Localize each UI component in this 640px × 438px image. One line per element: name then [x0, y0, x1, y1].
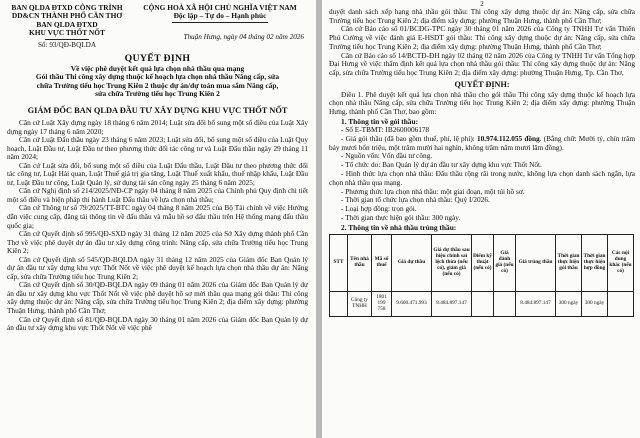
legal-basis-paragraph: Căn cứ Luật Đấu thầu ngày 23 tháng 6 năm 2023; Luật sửa đổi, bổ sung một số điều của Luật Quy hoạch, Luật Đầu tư, Luật Đầu tư theo phương thức đối tác công tư và Luật Đấu thầu ngày 29 tháng 11 năm 2024; [7, 135, 308, 162]
agency-line-4: KHU VỰC THỐT NỐT [29, 28, 105, 38]
table-cell: 300 ngày [582, 291, 608, 316]
tender-notice-number: - Số E-TBMT: IB2600006178 [341, 125, 430, 135]
contract-type: - Loại hợp đồng: trọn gói. [341, 204, 417, 214]
legal-bases [7, 119, 308, 333]
legal-basis-paragraph: Căn cứ Nghị định số 214/2025/NĐ-CP ngày 04 tháng 8 năm 2025 của Chính phủ Quy định chi tiết một số điều và biện pháp thi hành Luật Đấu thầu về lựa chọn nhà thầu; [7, 186, 308, 204]
agency-underline [45, 39, 89, 40]
national-title [132, 4, 308, 50]
col-header: Giá dự thầu [392, 234, 432, 291]
table-cell: 300 ngày [556, 291, 582, 316]
col-header: Giá dự thầu sau hiệu chỉnh sai lệch thừa (nếu có), giảm giá (nếu có) [432, 234, 472, 291]
package-price-value: 10.974.112.055 đồng [476, 133, 540, 143]
selection-form: - Hình thức lựa chọn nhà thầu: Đấu thầu rộng rãi trong nước, không lựa chọn danh sách ngắn, lựa chọn nhà thầu qua mạng. [329, 169, 635, 187]
package-price [329, 135, 635, 153]
legal-basis-continued: duyệt danh sách xếp hạng nhà thầu gói thầu: Thi công xây dựng thuộc dự án: Nâng cấp, sửa chữa Trường tiểu học Trung Kiên 2; địa điểm xây dựng: phường Thuận Hưng, thành phố Cần Thơ; [329, 7, 635, 25]
agency-line-1: BAN QLDA ĐTXD CÔNG TRÌNH [11, 3, 123, 12]
subject-line: sửa chữa Trường tiểu học Trung Kiên 2 [95, 89, 220, 99]
subject-line: Gói thầu Thi công xây dựng thuộc kế hoạch lựa chọn nhà thầu Nâng cấp, sửa [35, 72, 280, 82]
col-header: Điểm kỹ thuật (nếu có) [472, 234, 494, 291]
table-row [330, 291, 634, 316]
col-header: Mã số thuế [372, 234, 392, 291]
table-cell: 8.484.897.147 [516, 291, 556, 316]
procuring-entity: - Tổ chức do: Ban Quản lý dự án đầu tư xây dựng khu vực Thốt Nốt. [341, 160, 542, 170]
nation-name: CỘNG HOÀ XÃ HỘI CHỦ NGHĨA VIỆT NAM [143, 3, 297, 12]
package-duration: - Thời gian thực hiện gói thầu: 300 ngày. [341, 212, 461, 222]
package-price-in-words: . (Bằng chữ: Mười tỷ, chín trăm bảy mươi bốn triệu, một trăm mười hai nghìn, không trăm năm mươi lăm đồng). [329, 133, 635, 152]
issuing-agency [7, 4, 127, 50]
col-header: Giá đánh giá (nếu có) [494, 234, 516, 291]
table-cell [608, 291, 634, 316]
legal-basis-paragraph: Căn cứ Quyết định số 81/QĐ-BQLDA ngày 30 tháng 01 năm 2026 của Giám đốc Ban Quản lý dự án đầu tư xây dựng khu vực Thốt Nốt về việc phê [7, 314, 308, 333]
table-cell: 9.600.471.993 [392, 291, 432, 316]
subject-line: Về việc phê duyệt kết quả lựa chọn nhà thầu qua mạng [70, 63, 245, 73]
package-info-heading: 1. Thông tin về gói thầu: [341, 117, 419, 127]
document-number: Số: 93/QĐ-BQLDA [37, 40, 97, 49]
table-cell: 8.484.897.147 [432, 291, 472, 316]
table-cell: 1801 199 758 [372, 291, 392, 316]
col-header: Các nội dung khác (nếu có) [608, 234, 634, 291]
nation-motto: Độc lập – Tự do – Hạnh phúc [173, 11, 267, 21]
legal-basis-paragraph: Căn cứ Báo cáo số 01/BCĐG-TPC ngày 30 tháng 01 năm 2026 của Công ty TNHH Tư vấn Thiên Phú Cường về việc đánh giá E-HSDT gói thầu: Thi công xây dựng thuộc dự án: Nâng cấp, sửa chữa Trường tiểu học Trung Kiên 2; địa điểm xây dựng: phường Thuận Hưng, thành phố Cần Thơ; [329, 24, 635, 51]
legal-basis-paragraph: Căn cứ Quyết định số 30/QĐ-BQLDA ngày 09 tháng 01 năm 2026 của Giám đốc Ban Quản lý dự án đầu tư xây dựng khu vực Thốt Nốt về việc phê duyệt hồ sơ mời thầu qua mạng gói thầu: Thi công xây dựng thuộc dự án: Nâng cấp, sửa chữa Trường tiểu học Trung Kiên 2; địa điểm xây dựng: phường Thuận Hưng, thành phố Cần Thơ; [7, 280, 308, 316]
selection-method: - Phương thức lựa chọn nhà thầu: một giai đoạn, một túi hồ sơ. [341, 186, 525, 196]
col-header: Thời gian thực hiện hợp đồng [582, 234, 608, 291]
package-price-label: - Giá gói thầu (đã bao gồm thuế, phí, lệ phí): [341, 133, 477, 143]
legal-basis-paragraph: Căn cứ Báo cáo số 14/BCTĐ-ĐH ngày 02 tháng 02 năm 2026 của Công ty TNHH Tư vấn Tổng hợp Đại Hưng về việc thẩm định kết quả lựa chọn nhà thầu gói thầu: Thi công xây dựng thuộc dự án: Nâng cấp, sửa chữa Trường tiểu học Trung Kiên 2; địa điểm xây dựng: phường Thuận Hưng, Tp. Cần Thơ, [329, 50, 635, 77]
article-1: Điều 1. Phê duyệt kết quả lựa chọn nhà thầu cho gói thầu Thi công xây dựng thuộc kế hoạch lựa chọn nhà thầu Nâng cấp, sửa chữa Trường tiểu học Trung Kiên 2; địa điểm xây dựng: phường Thuận Hưng, thành phố Cần Thơ, bao gồm: [329, 89, 635, 117]
winning-bidder-table [329, 234, 634, 317]
legal-basis-paragraph: Căn cứ Thông tư số 79/2025/TT-BTC ngày 04 tháng 8 năm 2025 của Bộ Tài chính về việc Hướng dẫn việc cung cấp, đăng tải thông tin về đấu thầu và mẫu hồ sơ đấu thầu trên Hệ thống mạng đấu thầu quốc gia; [7, 203, 308, 230]
motto-underline [172, 22, 268, 23]
col-header: STT [330, 234, 348, 291]
col-header: Giá trúng thầu [516, 234, 556, 291]
table-header-row [330, 234, 634, 291]
page-1 [0, 0, 316, 438]
subject-line: chữa Trường tiểu học Trung Kiên 2 thuộc dự án/dự toán mua sắm Nâng cấp, [36, 80, 279, 90]
agency-line-3: BAN QLDA ĐTXD [36, 19, 98, 29]
table-cell: Công ty TNHH [348, 291, 372, 316]
col-header: Tên nhà thầu [348, 234, 372, 291]
decision-heading: QUYẾT ĐỊNH: [454, 79, 510, 89]
table-cell [330, 291, 348, 316]
issuing-authority: GIÁM ĐỐC BAN QLDA ĐẦU TƯ XÂY DỰNG KHU VỰC THỐT NỐT [27, 106, 288, 115]
issue-date: Thuận Hưng, ngày 04 tháng 02 năm 2026 [183, 32, 304, 41]
selection-time: - Thời gian tổ chức lựa chọn nhà thầu: Quý I/2026. [341, 195, 490, 205]
legal-basis-paragraph: Căn cứ Luật Xây dựng ngày 18 tháng 6 năm 2014; Luật sửa đổi bổ sung một số điều của Luật Xây dựng ngày 17 tháng 6 năm 2020; [7, 118, 308, 136]
winner-info-heading: 2. Thông tin về nhà thầu trúng thầu: [341, 222, 457, 232]
col-header: Thời gian thực hiện gói thầu [556, 234, 582, 291]
legal-basis-paragraph: Căn cứ Luật sửa đổi, bổ sung một số điều của Luật Đấu thầu, Luật Đầu tư theo phương thức đối tác công tư, Luật Hải quan, Luật Thuế giá trị gia tăng, Luật Thuế xuất khẩu, thuế nhập khẩu, Luật Đầu tư, Luật Đầu tư công, Luật Quản lý, sử dụng tài sản công ngày 25 tháng 6 năm 2025; [7, 160, 308, 187]
document-title: QUYẾT ĐỊNH [124, 52, 191, 64]
agency-line-2: DD&CN THÀNH PHỐ CẦN THƠ [11, 11, 123, 21]
table-cell [494, 291, 516, 316]
legal-basis-paragraph: Căn cứ Quyết định số 995/QĐ-SXD ngày 31 tháng 12 năm 2025 của Sở Xây dựng thành phố Cần Thơ về việc phê duyệt dự án đầu tư xây dựng công trình: Nâng cấp, sửa chữa Trường tiểu học Trung Kiên 2; [7, 229, 308, 256]
table-cell [472, 291, 494, 316]
page-2 [322, 0, 640, 438]
document-subject [7, 65, 308, 99]
page-number: 2 [480, 0, 484, 8]
funding-source: - Nguồn vốn: Vốn đầu tư công. [341, 151, 433, 161]
legal-basis-paragraph: Căn cứ Quyết định số 545/QĐ-BQLDA ngày 31 tháng 12 năm 2025 của Giám đốc Ban Quản lý dự án đầu tư xây dựng khu vực Thốt Nốt về việc phê duyệt kế hoạch lựa chọn nhà thầu dự án: Nâng cấp, sửa chữa Trường tiểu học Trung Kiên 2; [7, 254, 308, 281]
document-header [7, 4, 308, 50]
